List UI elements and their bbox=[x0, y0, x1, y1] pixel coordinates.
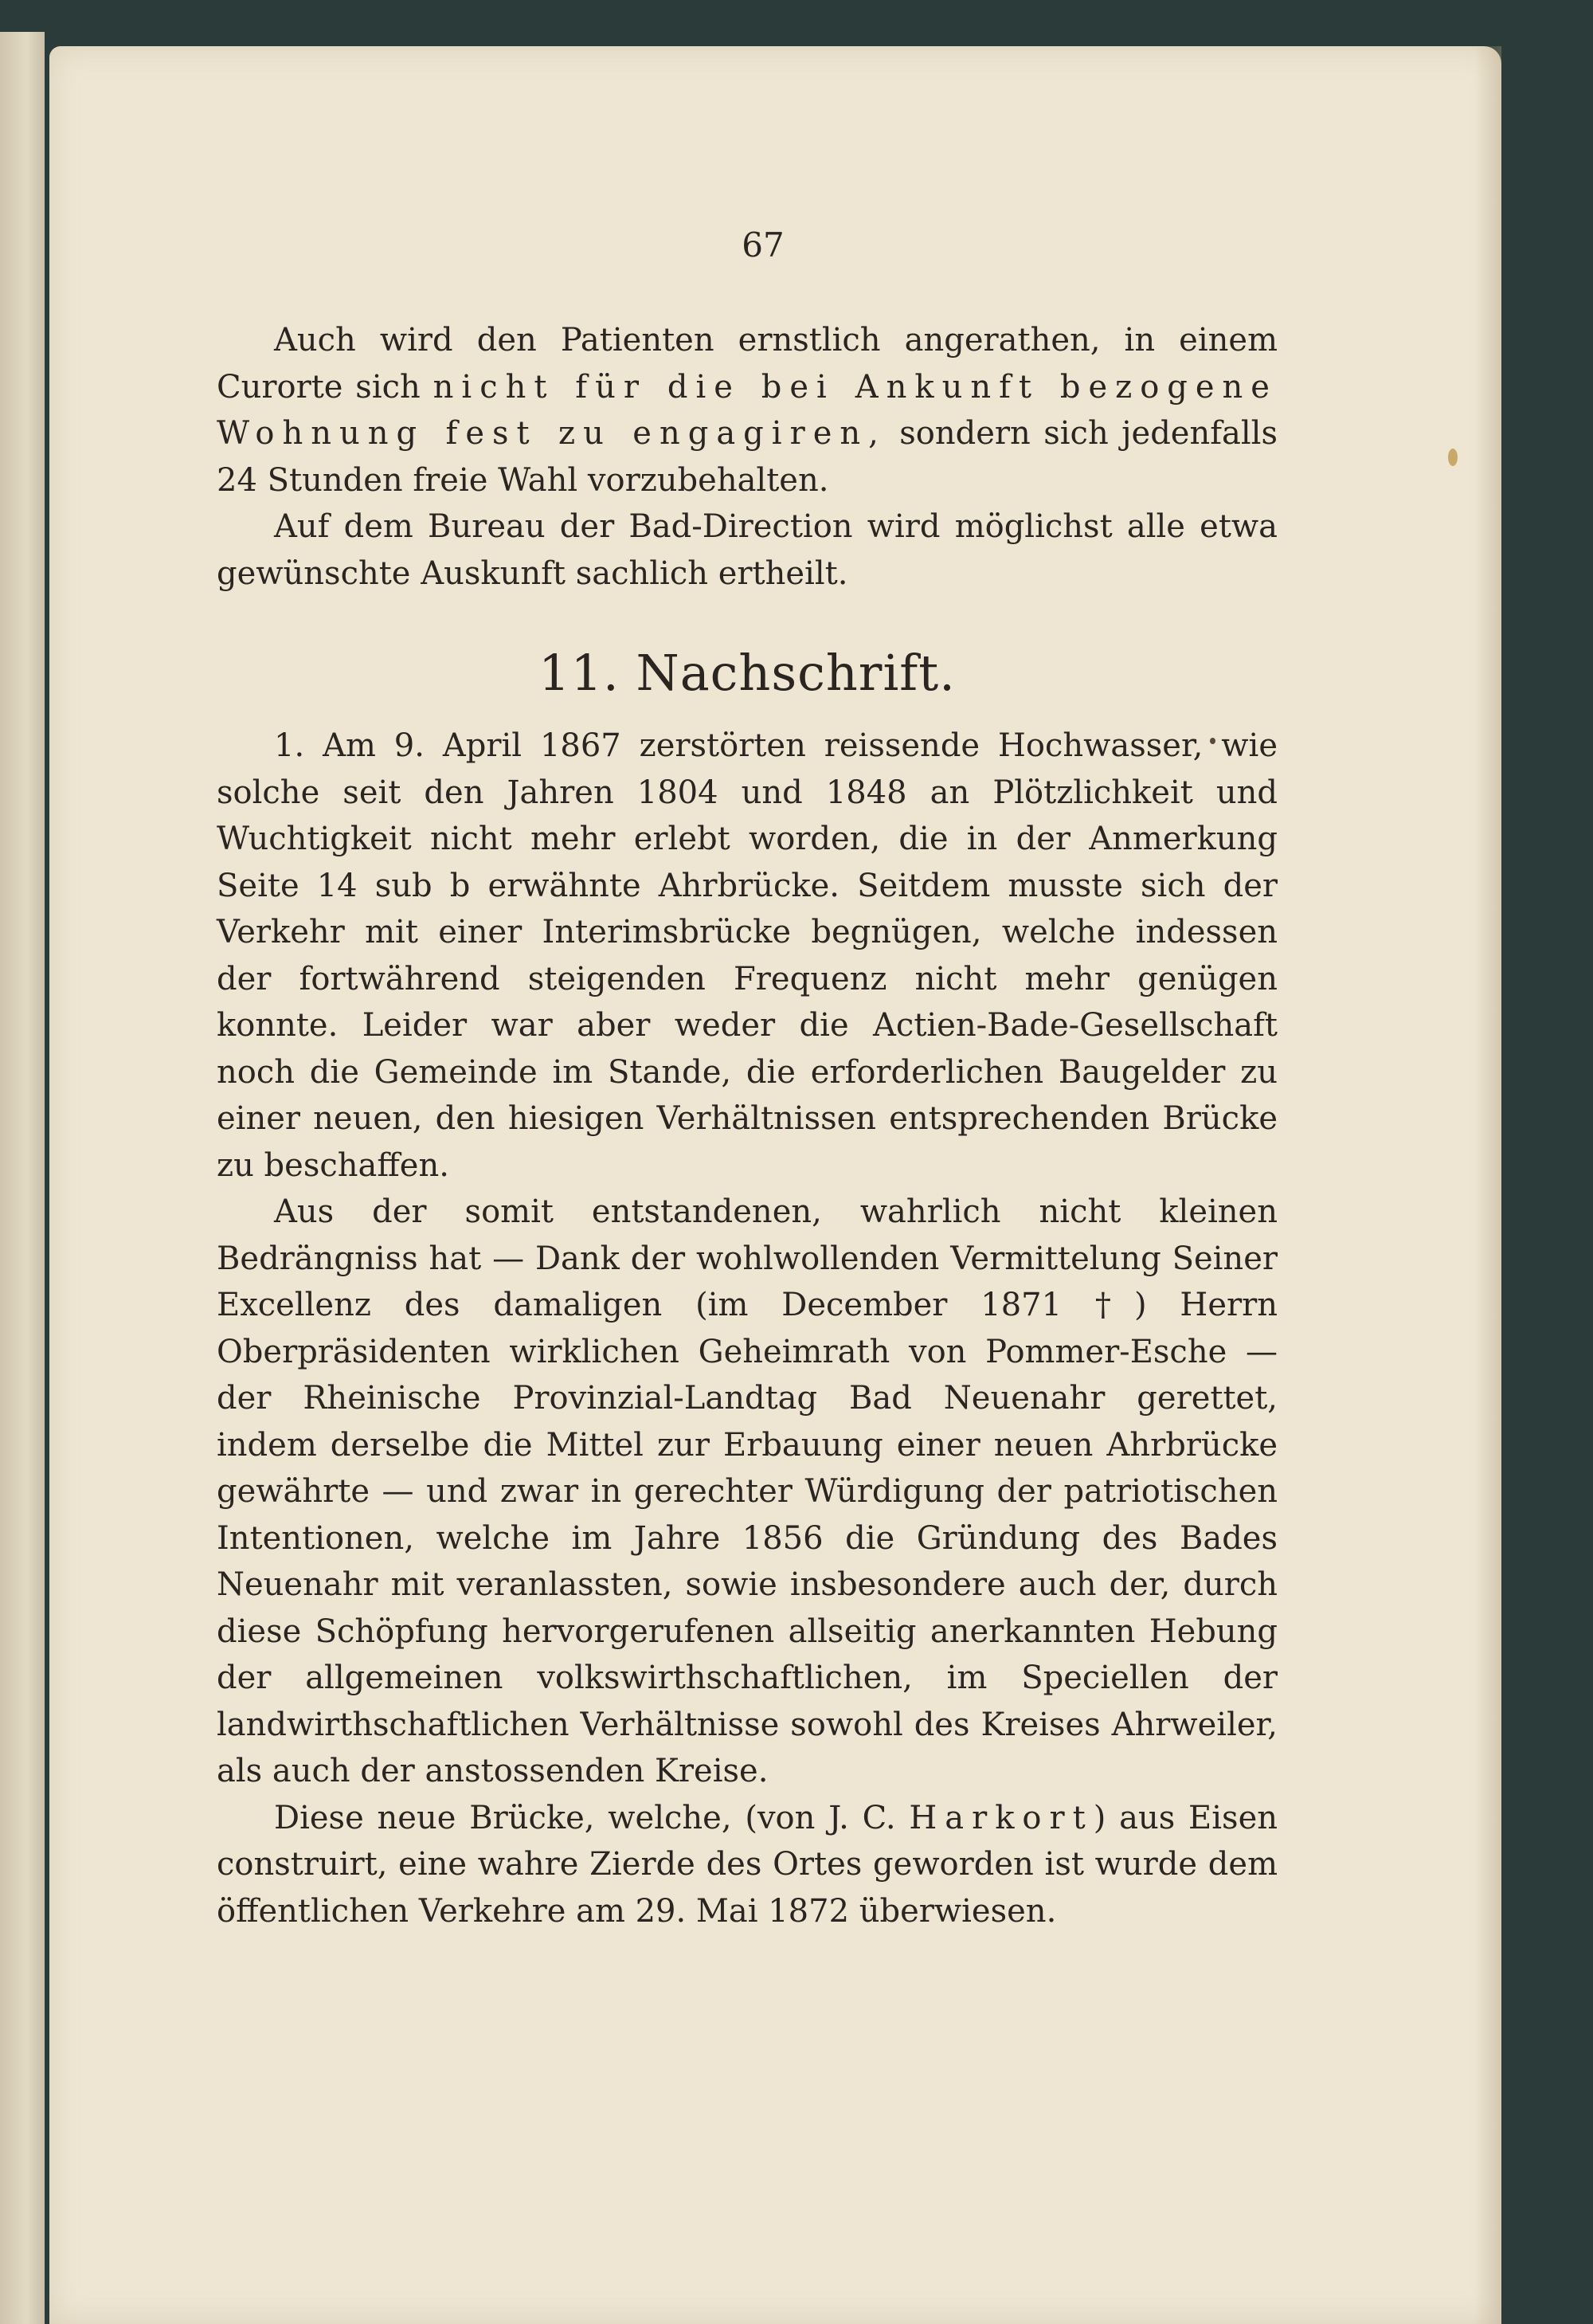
text-run: 1. Am 9. April 1867 zerstörten reissende Hochwasser, wie solche seit den Jahren 1804 und 1848 an Plötzlichkeit und Wuchtigkeit nicht mehr erlebt worden, die in der Anmerkung Seite 14 sub b erwähnte Ahrbrücke. Seitdem musste sich der Verkehr mit einer Interimsbrücke begnügen, welche indessen der fortwährend steigenden Frequenz nicht mehr genügen konnte. Leider war aber weder die Actien-Bade-Gesellschaft noch die Gemeinde im Stande, die erforderlichen Baugelder zu einer neuen, den hiesigen Verhältnissen entsprechenden Brücke zu beschaffen. bbox=[217, 727, 1278, 1184]
text-run: Diese neue Brücke, welche, (von J. C. bbox=[274, 1799, 910, 1836]
paragraph bbox=[217, 723, 1278, 1189]
page-number: 67 bbox=[742, 225, 785, 265]
text-run: Auch wird den Patienten ernstlich angerathen, in einem Curorte sich bbox=[217, 322, 1278, 406]
text-run: ) aus Eisen construirt, eine wahre Zierde des Ortes geworden ist wurde dem öffentlichen Verkehre am 29. Mai 1872 überwiesen. bbox=[217, 1799, 1278, 1930]
paragraphs-top bbox=[217, 317, 1278, 597]
paragraph bbox=[217, 1189, 1278, 1795]
text-run: Auf dem Bureau der Bad-Direction wird möglichst alle etwa gewünschte Auskunft sachlich ertheilt. bbox=[217, 508, 1278, 592]
text-run: sondern sich jedenfalls 24 Stunden freie Wahl vorzubehalten. bbox=[217, 415, 1278, 499]
page-shadow-edge bbox=[1474, 46, 1501, 2324]
paragraph bbox=[217, 504, 1278, 597]
spaced-text-run: nicht für die bei Ankunft bezogene Wohnung fest zu engagiren, bbox=[217, 368, 1278, 452]
previous-page-edge bbox=[0, 32, 45, 2324]
paragraph bbox=[217, 317, 1278, 504]
paper-stain bbox=[1448, 449, 1458, 466]
spaced-text-run: Harkort bbox=[909, 1799, 1094, 1836]
paragraph bbox=[217, 1795, 1278, 1935]
paragraphs-bottom bbox=[217, 723, 1278, 1934]
section-heading: 11. Nachschrift. bbox=[538, 644, 956, 702]
text-block bbox=[217, 221, 1278, 1934]
text-run: Aus der somit entstandenen, wahrlich nicht kleinen Bedrängniss hat — Dank der wohlwollenden Vermittelung Seiner Excellenz des damaligen (im December 1871 †) Herrn Oberpräsidenten wirklichen Geheimrath von Pommer-Esche — der Rheinische Provinzial-Landtag Bad Neuenahr gerettet, indem derselbe die Mittel zur Erbauung einer neuen Ahrbrücke gewährte — und zwar in gerechter Würdigung der patriotischen Intentionen, welche im Jahre 1856 die Gründung des Bades Neuenahr mit veranlassten, sowie insbesondere auch der, durch diese Schöpfung hervorgerufenen allseitig anerkannten Hebung der allgemeinen volkswirthschaftlichen, im Speciellen der landwirthschaftlichen Verhältnisse sowohl des Kreises Ahrweiler, als auch der anstossenden Kreise. bbox=[217, 1193, 1278, 1789]
